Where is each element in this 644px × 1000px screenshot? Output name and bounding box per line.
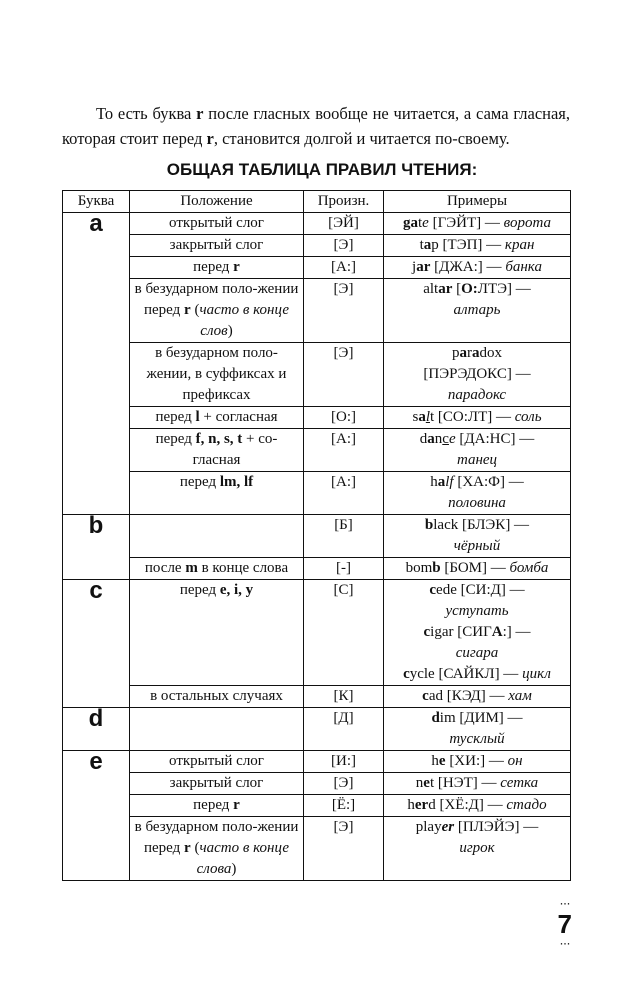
example-cell: gate [ГЭЙТ] — ворота — [384, 213, 571, 235]
letter-cell-a: a — [63, 213, 130, 515]
pronunciation-cell: [А:] — [304, 257, 384, 279]
letter-cell-c: c — [63, 580, 130, 708]
header-examples: Примеры — [384, 191, 571, 213]
pronunciation-cell: [К] — [304, 686, 384, 708]
header-letter: Буква — [63, 191, 130, 213]
position-cell: перед e, i, y — [130, 580, 304, 686]
table-header-row — [63, 191, 571, 213]
pronunciation-cell: [Б] — [304, 515, 384, 558]
position-cell: перед f, n, s, t + со-гласная — [130, 429, 304, 472]
pronunciation-cell: [И:] — [304, 751, 384, 773]
pronunciation-cell: [Ё:] — [304, 795, 384, 817]
position-cell: закрытый слог — [130, 235, 304, 257]
pronunciation-cell: [-] — [304, 558, 384, 580]
letter-r: r — [206, 128, 214, 148]
position-cell: перед r — [130, 795, 304, 817]
table-row — [63, 472, 571, 515]
letter-cell-e: e — [63, 751, 130, 881]
example-cell: black [БЛЭК] — чёрный — [384, 515, 571, 558]
header-pronunciation: Произн. — [304, 191, 384, 213]
pronunciation-cell: [А:] — [304, 472, 384, 515]
position-cell — [130, 708, 304, 751]
table-row — [63, 773, 571, 795]
example-cell: jar [ДЖА:] — банка — [384, 257, 571, 279]
table-row — [63, 515, 571, 558]
position-cell: в безударном поло-жении перед r (часто в конце слов) — [130, 279, 304, 343]
table-title: ОБЩАЯ ТАБЛИЦА ПРАВИЛ ЧТЕНИЯ: — [166, 160, 478, 179]
example-cell: tap [ТЭП] — кран — [384, 235, 571, 257]
pronunciation-cell: [Д] — [304, 708, 384, 751]
position-cell: открытый слог — [130, 213, 304, 235]
table-row — [63, 708, 571, 751]
example-cell: cede [СИ:Д] — уступать cigar [СИГА:] — сигара cycle [САЙКЛ] — цикл — [384, 580, 571, 686]
table-row — [63, 279, 571, 343]
position-cell: в остальных случаях — [130, 686, 304, 708]
example-cell: paradox [ПЭРЭДОКС] — парадокс — [384, 343, 571, 407]
letter-r: r — [196, 103, 204, 123]
letter-cell-d: d — [63, 708, 130, 751]
example-cell: cad [КЭД] — хам — [384, 686, 571, 708]
position-cell: открытый слог — [130, 751, 304, 773]
position-cell: перед l + согласная — [130, 407, 304, 429]
pronunciation-cell: [Э] — [304, 279, 384, 343]
reading-rules-table — [62, 190, 571, 881]
position-cell: перед lm, lf — [130, 472, 304, 515]
header-position: Положение — [130, 191, 304, 213]
table-row — [63, 558, 571, 580]
pronunciation-cell: [А:] — [304, 429, 384, 472]
example-cell: herd [ХЁ:Д] — стадо — [384, 795, 571, 817]
position-cell: в безударном поло-жении, в суффиксах и префиксах — [130, 343, 304, 407]
example-cell: player [ПЛЭЙЭ] — игрок — [384, 817, 571, 881]
pronunciation-cell: [Э] — [304, 343, 384, 407]
example-cell: half [ХА:Ф] — половина — [384, 472, 571, 515]
example-cell: net [НЭТ] — сетка — [384, 773, 571, 795]
table-row — [63, 795, 571, 817]
position-cell: перед r — [130, 257, 304, 279]
example-cell: bomb [БОМ] — бомба — [384, 558, 571, 580]
table-row — [63, 751, 571, 773]
pronunciation-cell: [ЭЙ] — [304, 213, 384, 235]
table-row — [63, 257, 571, 279]
table-row — [63, 343, 571, 407]
intro-paragraph: То есть буква r после гласных вообще не читается, а сама гласная, которая стоит перед r, становится долгой и читается по-своему. — [62, 103, 571, 148]
table-row — [63, 686, 571, 708]
table-row — [63, 213, 571, 235]
table-row — [63, 817, 571, 881]
pronunciation-cell: [Э] — [304, 773, 384, 795]
position-cell: закрытый слог — [130, 773, 304, 795]
pronunciation-cell: [С] — [304, 580, 384, 686]
table-row — [63, 407, 571, 429]
page-number: · · · 7 · · · — [558, 900, 572, 949]
pronunciation-cell: [Э] — [304, 817, 384, 881]
pronunciation-cell: [О:] — [304, 407, 384, 429]
example-cell: dance [ДА:НС] — танец — [384, 429, 571, 472]
pronunciation-cell: [Э] — [304, 235, 384, 257]
position-cell — [130, 515, 304, 558]
example-cell: he [ХИ:] — он — [384, 751, 571, 773]
position-cell: после m в конце слова — [130, 558, 304, 580]
table-row — [63, 235, 571, 257]
example-cell: altar [О:ЛТЭ] — алтарь — [384, 279, 571, 343]
letter-cell-b: b — [63, 515, 130, 580]
table-row — [63, 429, 571, 472]
position-cell: в безударном поло-жении перед r (часто в конце слова) — [130, 817, 304, 881]
example-cell: salt [СО:ЛТ] — соль — [384, 407, 571, 429]
example-cell: dim [ДИМ] — тусклый — [384, 708, 571, 751]
table-row — [63, 580, 571, 686]
